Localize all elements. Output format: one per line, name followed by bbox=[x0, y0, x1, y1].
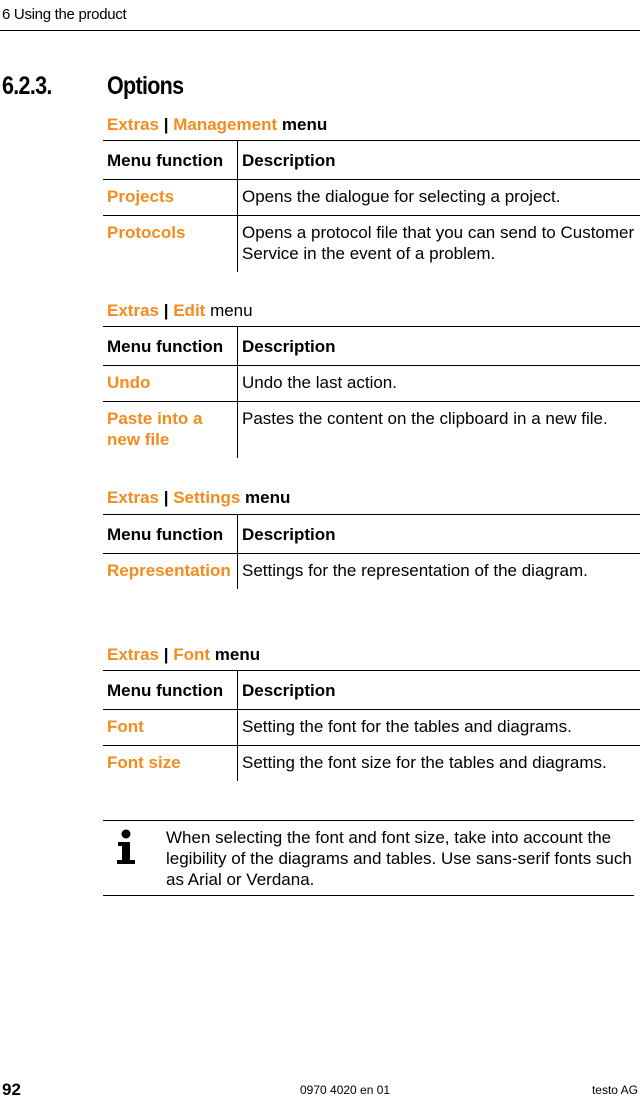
table-row bbox=[103, 216, 640, 273]
table-row bbox=[103, 710, 640, 746]
column-header-function: Menu function bbox=[103, 515, 238, 554]
column-header-function: Menu function bbox=[103, 141, 238, 180]
column-header-description: Description bbox=[238, 327, 640, 366]
menu-separator: | bbox=[164, 645, 169, 664]
running-header-title: 6 Using the product bbox=[2, 6, 126, 23]
column-header-function: Menu function bbox=[103, 327, 238, 366]
font-menu-heading bbox=[107, 645, 260, 665]
info-icon bbox=[115, 829, 137, 865]
menu-suffix-label: menu bbox=[282, 115, 327, 134]
table-header-row bbox=[103, 327, 640, 366]
font-menu-table bbox=[103, 670, 640, 781]
section-title: Options bbox=[107, 72, 183, 101]
menu-function-cell: Font size bbox=[103, 746, 238, 782]
menu-function-cell: Representation bbox=[103, 554, 238, 590]
menu-name-label: Management bbox=[173, 115, 277, 134]
table-row bbox=[103, 554, 640, 590]
table-row bbox=[103, 180, 640, 216]
menu-function-cell: Undo bbox=[103, 366, 238, 402]
menu-function-cell: Font bbox=[103, 710, 238, 746]
column-header-function: Menu function bbox=[103, 671, 238, 710]
table-row bbox=[103, 402, 640, 459]
menu-name-label: Font bbox=[173, 645, 210, 664]
page-footer bbox=[0, 1080, 640, 1098]
menu-parent-label: Extras bbox=[107, 488, 159, 507]
menu-separator: | bbox=[164, 488, 169, 507]
menu-suffix-label: menu bbox=[210, 301, 253, 320]
info-note bbox=[103, 820, 634, 896]
note-text: When selecting the font and font size, take into account the legibility of the diagrams and tables. Use sans-serif fonts such as Arial or Verdana. bbox=[166, 827, 634, 890]
menu-parent-label: Extras bbox=[107, 115, 159, 134]
description-cell: Pastes the content on the clipboard in a new file. bbox=[238, 402, 640, 459]
edit-menu-heading bbox=[107, 301, 253, 321]
menu-separator: | bbox=[164, 301, 169, 320]
table-header-row bbox=[103, 671, 640, 710]
description-cell: Undo the last action. bbox=[238, 366, 640, 402]
management-menu-table bbox=[103, 140, 640, 272]
table-row bbox=[103, 366, 640, 402]
description-cell: Opens a protocol file that you can send to Customer Service in the event of a problem. bbox=[238, 216, 640, 273]
column-header-description: Description bbox=[238, 671, 640, 710]
menu-name-label: Edit bbox=[173, 301, 205, 320]
column-header-description: Description bbox=[238, 515, 640, 554]
table-header-row bbox=[103, 515, 640, 554]
running-header bbox=[0, 0, 640, 31]
menu-suffix-label: menu bbox=[215, 645, 260, 664]
description-cell: Setting the font for the tables and diagrams. bbox=[238, 710, 640, 746]
menu-function-cell: Projects bbox=[103, 180, 238, 216]
menu-suffix-label: menu bbox=[245, 488, 290, 507]
edit-menu-table bbox=[103, 326, 640, 458]
menu-parent-label: Extras bbox=[107, 645, 159, 664]
menu-function-cell: Paste into a new file bbox=[103, 402, 238, 459]
menu-separator: | bbox=[164, 115, 169, 134]
column-header-description: Description bbox=[238, 141, 640, 180]
document-number: 0970 4020 en 01 bbox=[300, 1083, 390, 1097]
management-menu-heading bbox=[107, 115, 327, 135]
table-row bbox=[103, 746, 640, 782]
section-number: 6.2.3. bbox=[2, 72, 52, 101]
section-heading bbox=[0, 70, 640, 104]
company-name: testo AG bbox=[592, 1083, 638, 1097]
menu-function-cell: Protocols bbox=[103, 216, 238, 273]
menu-parent-label: Extras bbox=[107, 301, 159, 320]
settings-menu-table bbox=[103, 514, 640, 589]
page-number: 92 bbox=[2, 1080, 21, 1100]
table-header-row bbox=[103, 141, 640, 180]
description-cell: Setting the font size for the tables and diagrams. bbox=[238, 746, 640, 782]
settings-menu-heading bbox=[107, 488, 290, 508]
description-cell: Opens the dialogue for selecting a project. bbox=[238, 180, 640, 216]
menu-name-label: Settings bbox=[173, 488, 240, 507]
description-cell: Settings for the representation of the diagram. bbox=[238, 554, 640, 590]
